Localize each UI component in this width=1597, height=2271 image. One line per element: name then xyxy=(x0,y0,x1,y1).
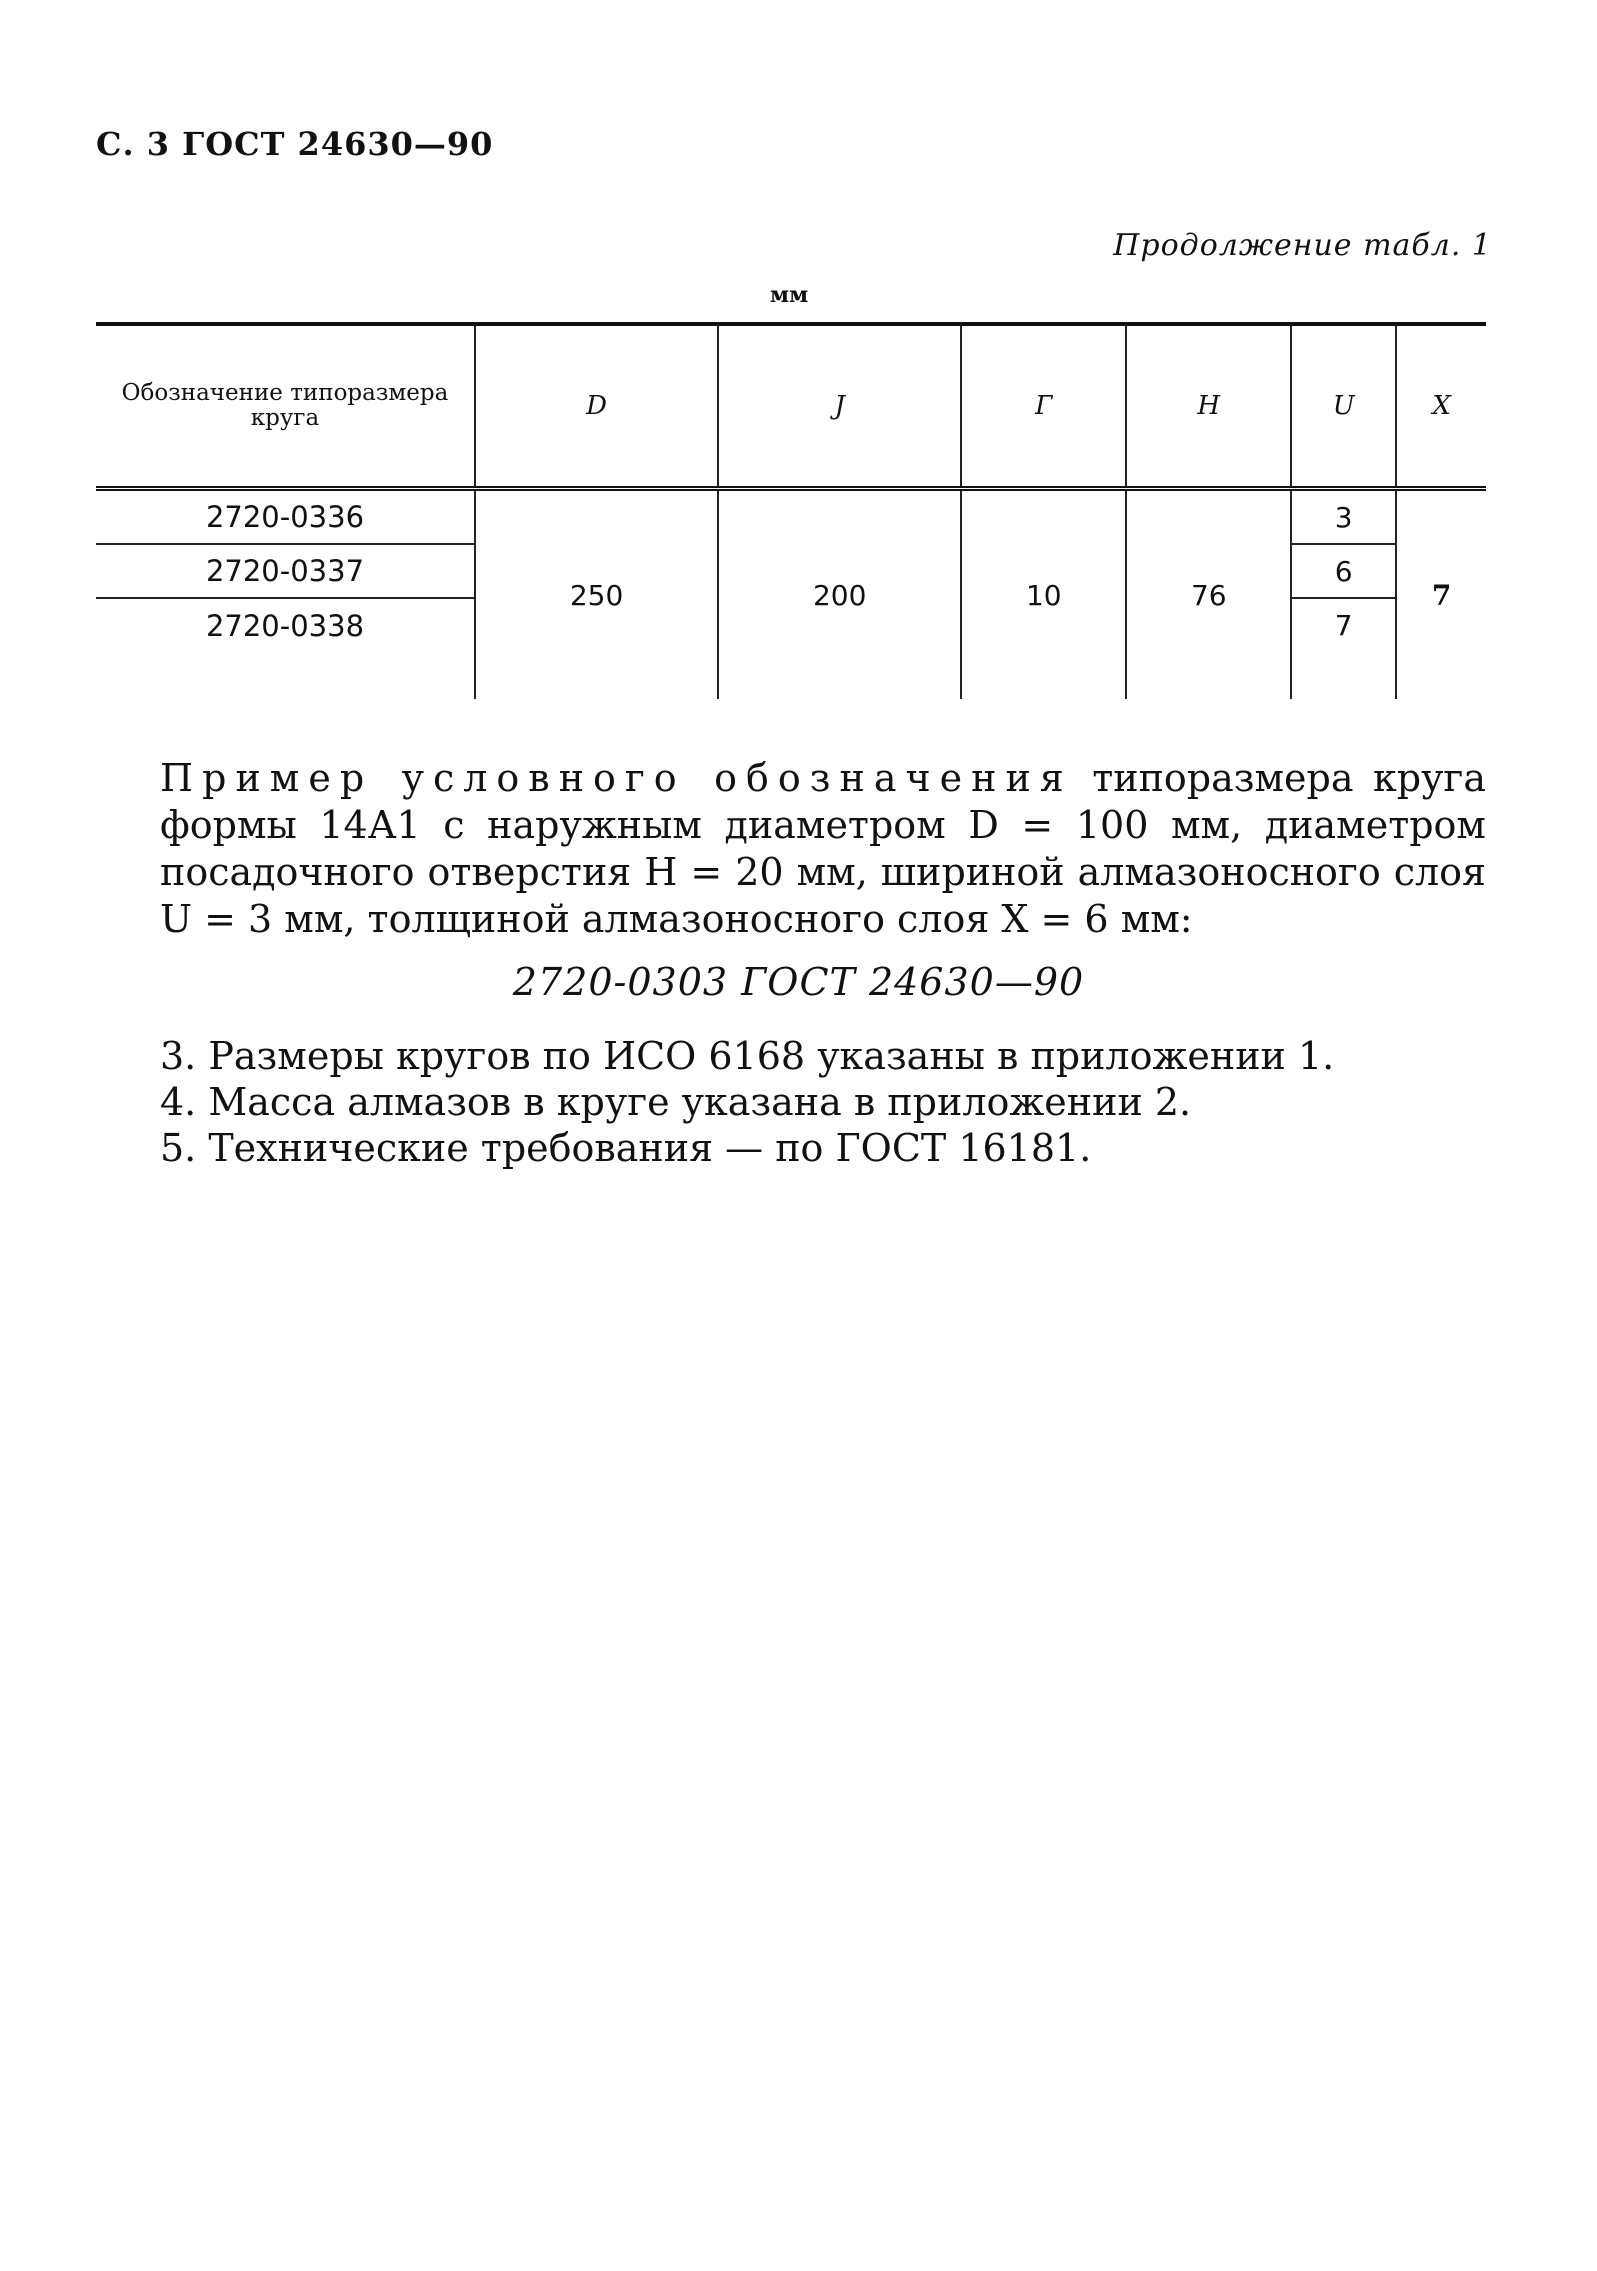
table-continuation-label: Продолжение табл. 1 xyxy=(1113,228,1492,263)
example-text: типоразмера круга формы 14А1 с наружным диаметром D = 100 мм, диаметром посадочного отверстия H = 20 мм, шириной алмазоносного слоя U = 3 мм, толщиной алмазоносного слоя X = 6 мм: xyxy=(160,756,1486,941)
example-designation: 2720-0303 ГОСТ 24630—90 xyxy=(512,960,1085,1004)
cell-d: 250 xyxy=(475,489,718,700)
cell-designation: 2720-0337 xyxy=(96,544,475,598)
column-header-j: J xyxy=(718,324,961,489)
column-header-designation: Обозначение типоразмера круга xyxy=(96,324,475,489)
note-item: 5. Технические требования — по ГОСТ 16181. xyxy=(160,1126,1092,1170)
cell-j: 200 xyxy=(718,489,961,700)
column-header-t: Г xyxy=(961,324,1126,489)
cell-u: 3 xyxy=(1291,489,1396,545)
cell-t: 10 xyxy=(961,489,1126,700)
cell-designation: 2720-0338 xyxy=(96,598,475,699)
example-lead: Пример условного обозначения xyxy=(160,756,1073,800)
column-header-x: X xyxy=(1396,324,1486,489)
notes-list xyxy=(160,1033,1334,1171)
page-header: С. 3 ГОСТ 24630—90 xyxy=(96,125,494,163)
table-row xyxy=(96,489,1486,545)
cell-h: 76 xyxy=(1126,489,1291,700)
column-header-u: U xyxy=(1291,324,1396,489)
dimensions-table xyxy=(96,322,1486,699)
note-item: 3. Размеры кругов по ИСО 6168 указаны в приложении 1. xyxy=(160,1034,1335,1078)
cell-u: 6 xyxy=(1291,544,1396,598)
table-unit-label: мм xyxy=(770,282,809,308)
cell-u: 7 xyxy=(1291,598,1396,699)
example-paragraph xyxy=(160,755,1486,943)
note-item: 4. Масса алмазов в круге указана в приложении 2. xyxy=(160,1080,1192,1124)
column-header-h: H xyxy=(1126,324,1291,489)
cell-designation: 2720-0336 xyxy=(96,489,475,545)
cell-x: 7 xyxy=(1396,489,1486,700)
column-header-d: D xyxy=(475,324,718,489)
